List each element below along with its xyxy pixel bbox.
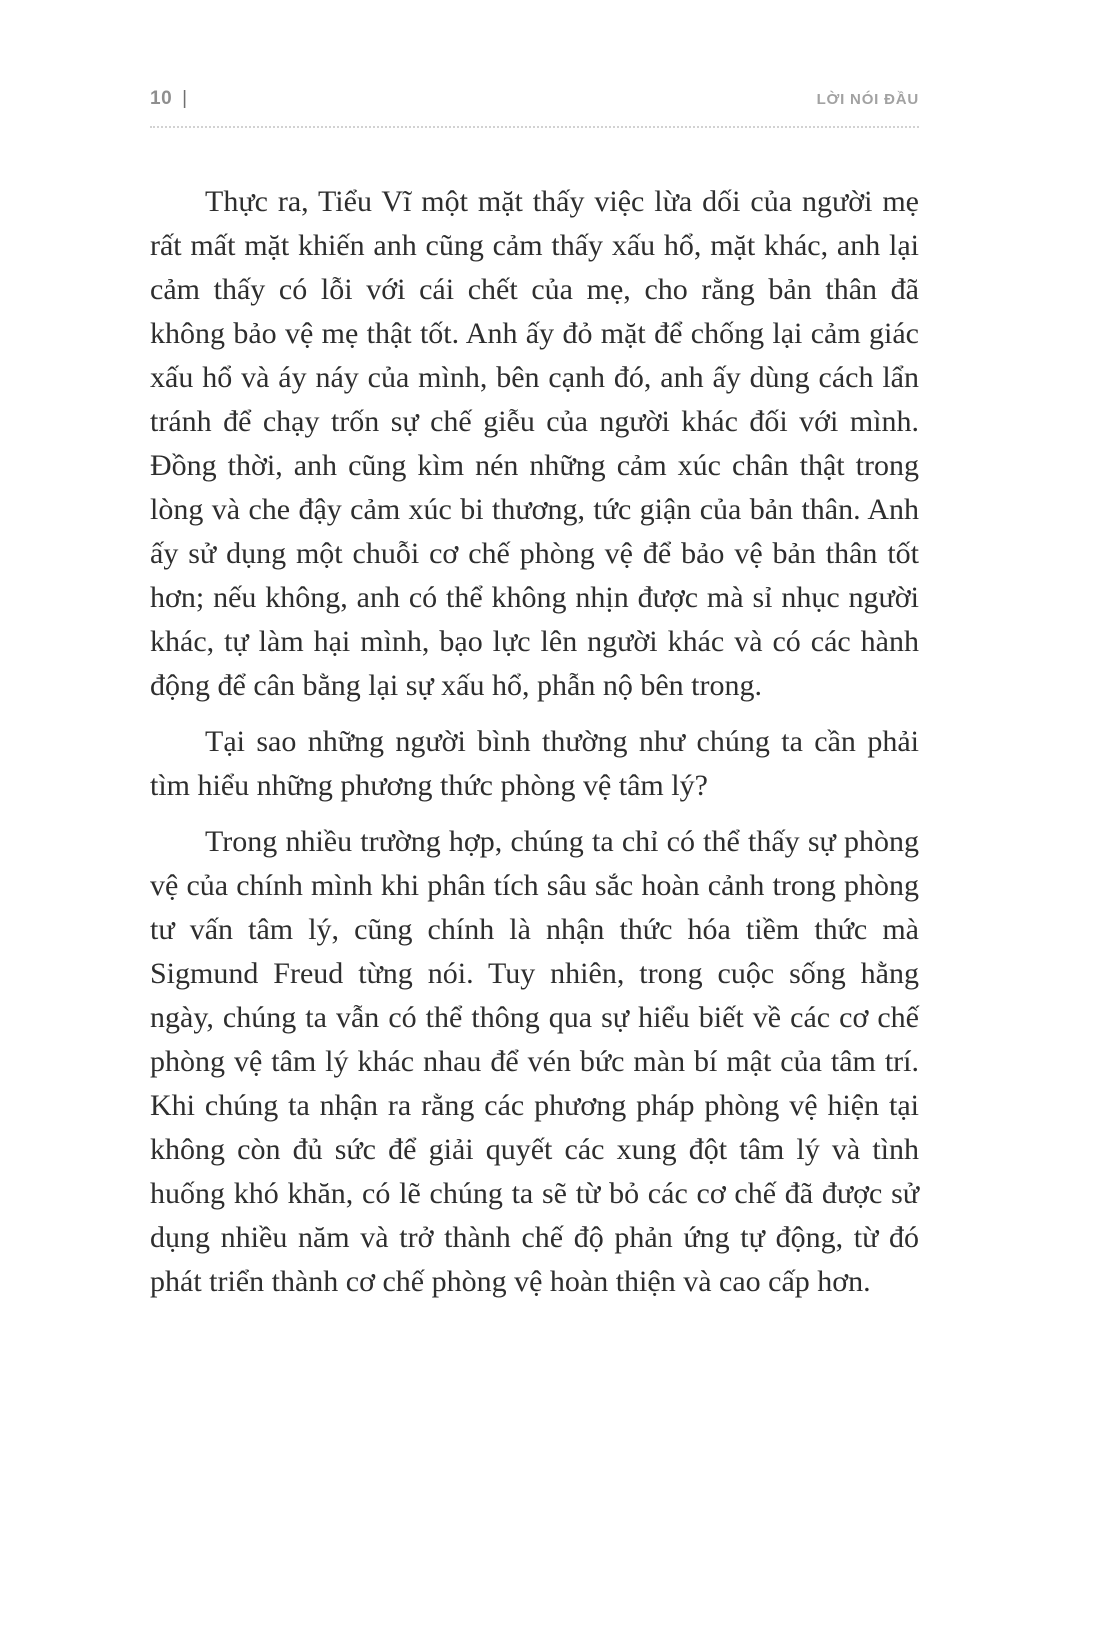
paragraph: Tại sao những người bình thường như chúng ta cần phải tìm hiểu những phương thức phòng vệ tâm lý?	[150, 725, 919, 802]
header-separator: |	[182, 88, 188, 109]
paragraph: Thực ra, Tiểu Vĩ một mặt thấy việc lừa dối của người mẹ rất mất mặt khiến anh cũng cảm thấy xấu hổ, mặt khác, anh lại cảm thấy có lỗi với cái chết của mẹ, cho rằng bản thân đã không bảo vệ mẹ thật tốt. Anh ấy đỏ mặt để chống lại cảm giác xấu hổ và áy náy của mình, bên cạnh đó, anh ấy dùng cách lẩn tránh để chạy trốn sự chế giễu của người khác đối với mình. Đồng thời, anh cũng kìm nén những cảm xúc chân thật trong lòng và che đậy cảm xúc bi thương, tức giận của bản thân. Anh ấy sử dụng một chuỗi cơ chế phòng vệ để bảo vệ bản thân tốt hơn; nếu không, anh có thể không nhịn được mà sỉ nhục người khác, tự làm hại mình, bạo lực lên người khác và có các hành động để cân bằng lại sự xấu hổ, phẫn nộ bên trong.	[150, 185, 919, 702]
paragraph: Trong nhiều trường hợp, chúng ta chỉ có thể thấy sự phòng vệ của chính mình khi phân tích sâu sắc hoàn cảnh trong phòng tư vấn tâm lý, cũng chính là nhận thức hóa tiềm thức mà Sigmund Freud từng nói. Tuy nhiên, trong cuộc sống hằng ngày, chúng ta vẫn có thể thông qua sự hiểu biết về các cơ chế phòng vệ tâm lý khác nhau để vén bức màn bí mật của tâm trí. Khi chúng ta nhận ra rằng các phương pháp phòng vệ hiện tại không còn đủ sức để giải quyết các xung đột tâm lý và tình huống khó khăn, có lẽ chúng ta sẽ từ bỏ các cơ chế đã được sử dụng nhiều năm và trở thành chế độ phản ứng tự động, từ đó phát triển thành cơ chế phòng vệ hoàn thiện và cao cấp hơn.	[150, 825, 919, 1298]
body-text	[150, 180, 919, 1304]
page-header	[150, 88, 919, 128]
page-number-group	[150, 88, 188, 110]
running-head-title: LỜI NÓI ĐẦU	[816, 91, 919, 108]
page-number: 10	[150, 88, 173, 109]
